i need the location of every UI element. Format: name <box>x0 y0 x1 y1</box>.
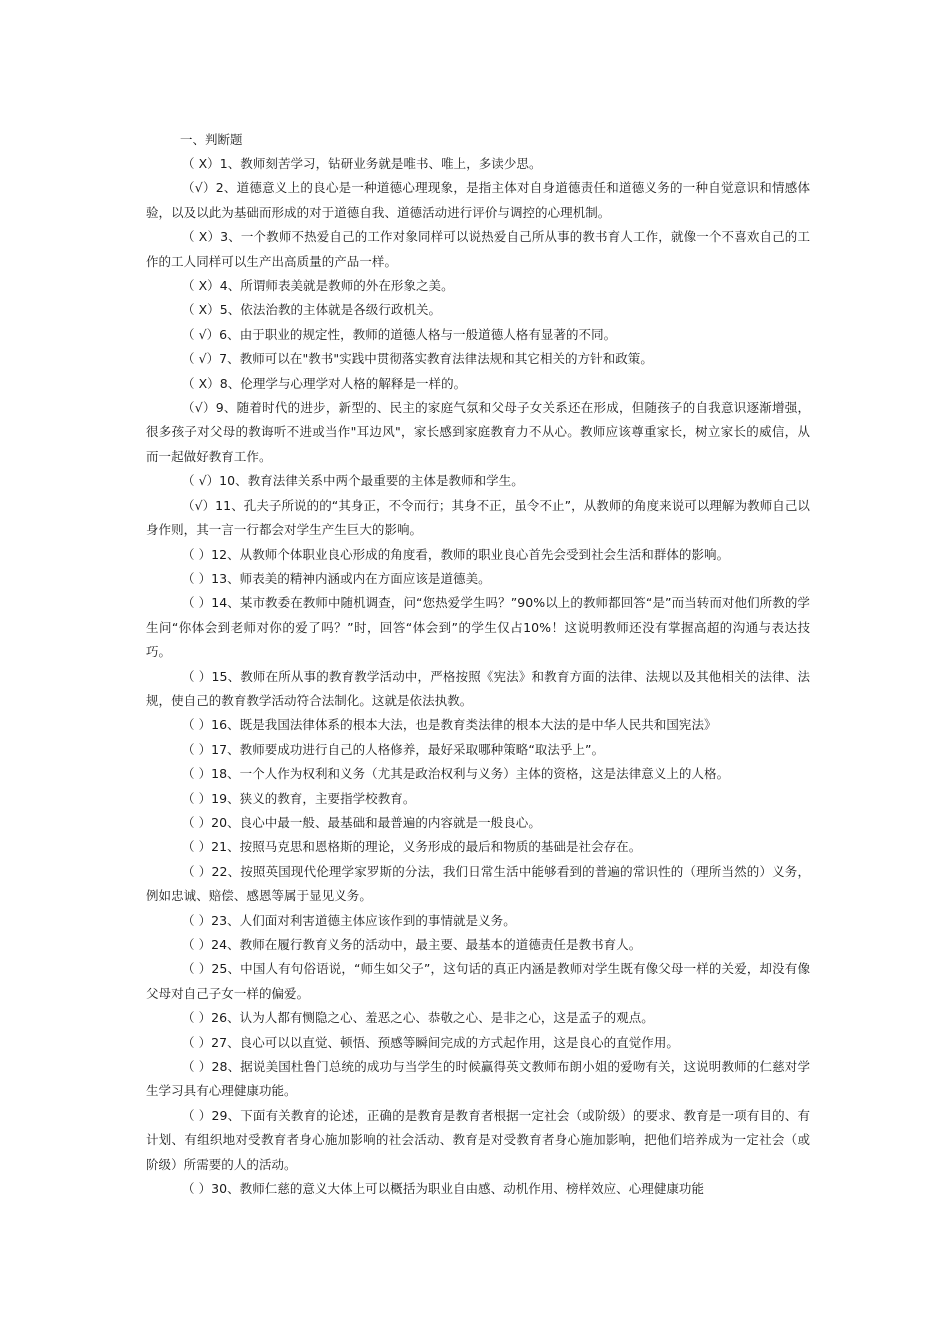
judgment-item-13: （ ）13、师表美的精神内涵或内在方面应该是道德美。 <box>182 570 491 586</box>
judgment-item-18: （ ）18、一个人作为权利和义务（尤其是政治权利与义务）主体的资格，这是法律意义上的人格。 <box>182 766 730 782</box>
judgment-item-20: （ ）20、良心中最一般、最基础和最普遍的内容就是一般良心。 <box>182 814 541 830</box>
judgment-item-8: （ X）8、伦理学与心理学对人格的解释是一样的。 <box>182 375 467 391</box>
judgment-item-14: （ ）14、某市教委在教师中随机调查，问“您热爱学生吗？”90%以上的教师都回答“是”而当转而对他们所教的学生问“你体会到老师对你的爱了吗？”时，回答“体会到”的学生仅占10%！这说明教师还没有掌握高超的沟通与表达技巧。 <box>146 595 810 660</box>
judgment-item-29: （ ）29、下面有关教育的论述，正确的是教育是教育者根据一定社会（或阶级）的要求、教育是一项有目的、有计划、有组织地对受教育者身心施加影响的社会活动、教育是对受教育者身心施加影响，把他们培养成为一定社会（或阶级）所需要的人的活动。 <box>146 1107 810 1172</box>
judgment-item-30: （ ）30、教师仁慈的意义大体上可以概括为职业自由感、动机作用、榜样效应、心理健康功能 <box>182 1181 705 1197</box>
judgment-item-23: （ ）23、人们面对利害道德主体应该作到的事情就是义务。 <box>182 912 516 928</box>
judgment-item-26: （ ）26、认为人都有恻隐之心、羞恶之心、恭敬之心、是非之心，这是孟子的观点。 <box>182 1010 654 1026</box>
judgment-item-2: （√）2、道德意义上的良心是一种道德心理现象，是指主体对自身道德责任和道德义务的一种自觉意识和情感体验，以及以此为基础而形成的对于道德自我、道德活动进行评价与调控的心理机制。 <box>146 180 810 220</box>
judgment-item-10: （ √）10、教育法律关系中两个最重要的主体是教师和学生。 <box>182 473 524 489</box>
judgment-item-15: （ ）15、教师在所从事的教育教学活动中，严格按照《宪法》和教育方面的法律、法规以及其他相关的法律、法规，使自己的教育教学活动符合法制化。这就是依法执教。 <box>146 668 810 708</box>
judgment-item-24: （ ）24、教师在履行教育义务的活动中，最主要、最基本的道德责任是教书育人。 <box>182 937 642 952</box>
judgment-item-17: （ ）17、教师要成功进行自己的人格修养，最好采取哪种策略“取法乎上”。 <box>182 741 605 757</box>
document-page <box>146 128 810 1201</box>
judgment-item-28: （ ）28、据说美国杜鲁门总统的成功与当学生的时候赢得英文教师布朗小姐的爱吻有关，这说明教师的仁慈对学生学习具有心理健康功能。 <box>146 1059 810 1099</box>
judgment-item-22: （ ）22、按照英国现代伦理学家罗斯的分法，我们日常生活中能够看到的普遍的常识性的（理所当然的）义务，例如忠诚、赔偿、感恩等属于显见义务。 <box>146 863 810 904</box>
judgment-item-3: （ X）3、一个教师不热爱自己的工作对象同样可以说热爱自己所从事的教书育人工作，就像一个不喜欢自己的工作的工人同样可以生产出高质量的产品一样。 <box>146 229 810 269</box>
judgment-item-19: （ ）19、狭义的教育，主要指学校教育。 <box>182 790 416 806</box>
judgment-item-9: （√）9、随着时代的进步，新型的、民主的家庭气氛和父母子女关系还在形成，但随孩子的自我意识逐渐增强，很多孩子对父母的教诲听不进或当作"耳边风"，家长感到家庭教育力不从心。教师应该尊重家长，树立家长的威信，从而一起做好教育工作。 <box>146 400 810 464</box>
judgment-item-6: （ √）6、由于职业的规定性，教师的道德人格与一般道德人格有显著的不同。 <box>182 326 617 342</box>
section-title: 一、判断题 <box>180 132 243 147</box>
judgment-item-21: （ ）21、按照马克思和恩格斯的理论，义务形成的最后和物质的基础是社会存在。 <box>182 839 642 855</box>
judgment-item-25: （ ）25、中国人有句俗语说，“师生如父子”，这句话的真正内涵是教师对学生既有像父母一样的关爱，却没有像父母对自己子女一样的偏爱。 <box>146 961 810 1001</box>
judgment-item-7: （ √）7、教师可以在"教书"实践中贯彻落实教育法律法规和其它相关的方针和政策。 <box>182 351 653 367</box>
judgment-item-16: （ ）16、既是我国法律体系的根本大法，也是教育类法律的根本大法的是中华人民共和国宪法》 <box>182 717 717 733</box>
judgment-item-27: （ ）27、良心可以以直觉、顿悟、预感等瞬间完成的方式起作用，这是良心的直觉作用。 <box>182 1034 679 1050</box>
judgment-item-11: （√）11、孔夫子所说的的“其身正，不令而行；其身不正，虽令不止”，从教师的角度来说可以理解为教师自己以身作则，其一言一行都会对学生产生巨大的影响。 <box>146 497 810 538</box>
judgment-item-4: （ X）4、所谓师表美就是教师的外在形象之美。 <box>182 278 454 294</box>
judgment-item-12: （ ）12、从教师个体职业良心形成的角度看，教师的职业良心首先会受到社会生活和群体的影响。 <box>182 546 730 562</box>
judgment-item-5: （ X）5、依法治教的主体就是各级行政机关。 <box>182 302 442 318</box>
judgment-item-1: （ X）1、教师刻苦学习，钻研业务就是唯书、唯上，多读少思。 <box>182 156 542 171</box>
